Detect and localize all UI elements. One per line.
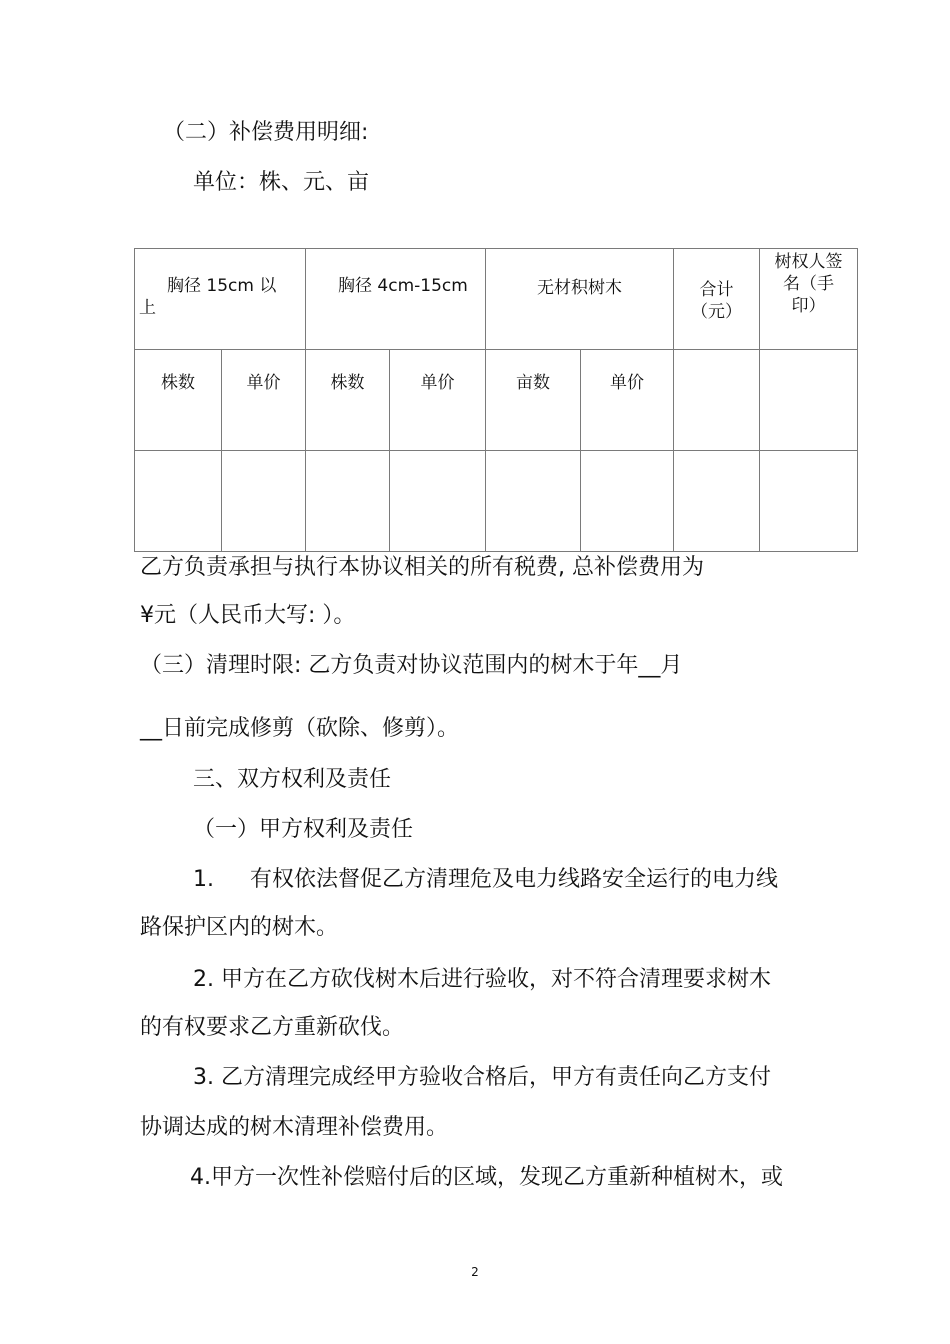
time-limit-line-2: __日前完成修剪（砍除、修剪）。 — [140, 716, 460, 741]
subheader-area: 亩数 — [486, 350, 581, 451]
data-cell — [674, 451, 760, 552]
detail-heading: （二）补偿费用明细: — [163, 120, 369, 145]
header-total: 合计 （元） — [674, 249, 760, 350]
header-dbh-4-15cm: 胸径 4cm-15cm — [306, 249, 486, 350]
tax-line-2: ¥元（人民币大写: ）。 — [140, 603, 356, 628]
empty-cell — [760, 350, 858, 451]
item-3-line-1: 3. 乙方清理完成经甲方验收合格后，甲方有责任向乙方支付 — [193, 1065, 771, 1090]
compensation-table — [134, 248, 858, 552]
subheader-price-3: 单价 — [581, 350, 674, 451]
header-dbh-over-15cm: 胸径 15cm 以 上 — [135, 249, 306, 350]
subheader-price-2: 单价 — [390, 350, 486, 451]
item-1-line-2: 路保护区内的树木。 — [140, 915, 339, 940]
subheader-count-1: 株数 — [135, 350, 222, 451]
item-2-line-2: 的有权要求乙方重新砍伐。 — [140, 1015, 405, 1040]
item-2-line-1: 2. 甲方在乙方砍伐树木后进行验收，对不符合清理要求树木 — [193, 967, 771, 992]
section-3-heading: 三、双方权利及责任 — [193, 767, 392, 792]
page-number: 2 — [471, 1265, 479, 1279]
tax-line-1: 乙方负责承担与执行本协议相关的所有税费, 总补偿费用为 — [140, 555, 704, 580]
item-1-line-1: 有权依法督促乙方清理危及电力线路安全运行的电力线 — [250, 867, 779, 892]
header-owner-signature: 树权人签 名（手 印） — [760, 249, 858, 350]
data-cell — [486, 451, 581, 552]
data-cell — [581, 451, 674, 552]
data-cell — [760, 451, 858, 552]
time-limit-line-1: （三）清理时限: 乙方负责对协议范围内的树木于年__月 — [140, 653, 683, 678]
data-cell — [306, 451, 390, 552]
data-cell — [222, 451, 306, 552]
subheader-count-2: 株数 — [306, 350, 390, 451]
subheader-price-1: 单价 — [222, 350, 306, 451]
header-no-timber: 无材积树木 — [486, 249, 674, 350]
item-1-number: 1. — [193, 867, 214, 892]
item-3-line-2: 协调达成的树木清理补偿费用。 — [140, 1115, 449, 1140]
item-4-line-1: 4.甲方一次性补偿赔付后的区域，发现乙方重新种植树木，或 — [190, 1165, 783, 1190]
data-cell — [390, 451, 486, 552]
empty-cell — [674, 350, 760, 451]
unit-line: 单位：株、元、亩 — [193, 170, 370, 195]
data-cell — [135, 451, 222, 552]
subsection-1-heading: （一）甲方权利及责任 — [193, 817, 414, 842]
